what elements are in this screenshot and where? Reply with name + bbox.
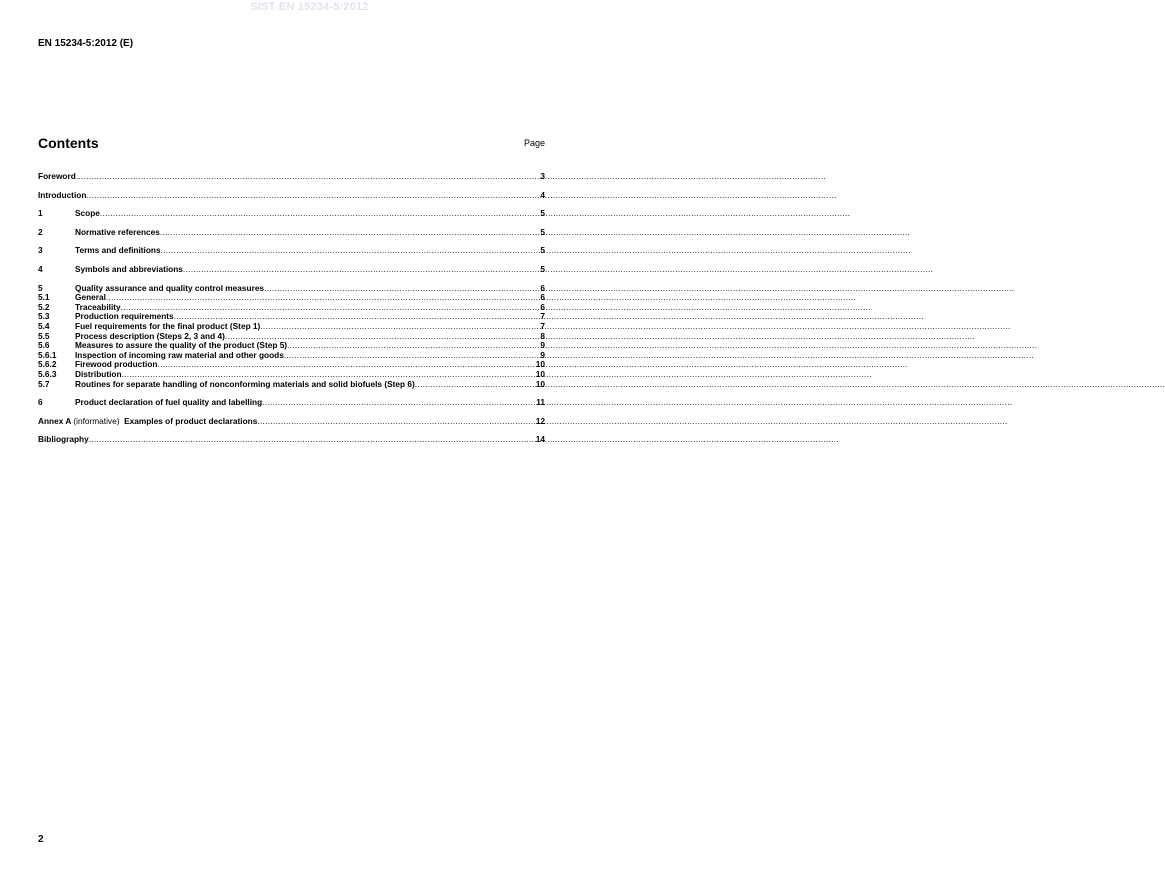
toc-entry-number: 5 — [38, 282, 43, 293]
contents-heading: Contents — [38, 135, 99, 151]
toc-entry-page: 10 — [535, 359, 545, 370]
toc-leader-dots — [262, 398, 536, 408]
toc-entry-page: 5 — [540, 208, 545, 219]
toc-entry-normative-references[interactable] — [38, 228, 545, 238]
toc-entry-title: Routines for separate handling of nonconforming materials and solid biofuels (Step 6) — [75, 378, 415, 389]
toc-leader-dots — [183, 265, 540, 275]
toc-entry-number: 5.7 — [38, 378, 50, 389]
toc-entry-number: 5.6.3 — [38, 368, 57, 379]
toc-entry-number: 5.6.2 — [38, 359, 57, 370]
toc-entry-title: Foreword — [38, 171, 76, 181]
toc-entry-symbols-abbreviations[interactable] — [38, 265, 545, 275]
toc-leader-dots — [415, 380, 536, 390]
toc-entry-title: Symbols and abbreviations — [75, 263, 183, 274]
toc-entry-number: 6 — [38, 397, 43, 408]
toc-entry-page: 7 — [540, 311, 545, 322]
toc-entry-page: 9 — [540, 340, 545, 351]
toc-entry-title: Inspection of incoming raw material and other goods — [75, 349, 284, 360]
page-column-label: Page — [523, 138, 545, 148]
toc-entry-title: General — [75, 292, 106, 303]
toc-entry-scope[interactable] — [38, 209, 545, 219]
toc-entry-number: 4 — [38, 263, 43, 274]
toc-entry-title: Production requirements — [75, 311, 174, 322]
toc-entry-number: 5.5 — [38, 330, 50, 341]
toc-entry-title: Traceability — [75, 301, 121, 312]
toc-leader-dots — [161, 246, 541, 256]
toc-entry-page: 6 — [540, 282, 545, 293]
toc-entry-page: 4 — [540, 189, 545, 200]
toc-entry-page: 11 — [536, 397, 545, 408]
toc-entry-introduction[interactable] — [38, 191, 545, 201]
toc-entry-number: 3 — [38, 245, 43, 256]
toc-entry-number: 5.2 — [38, 301, 50, 312]
toc-leader-dots — [86, 191, 540, 201]
toc-entry-number: 5.6.1 — [38, 349, 57, 360]
toc-entry-page: 12 — [535, 415, 545, 426]
toc-entry-title: Examples of product declarations — [124, 415, 258, 426]
toc-entry-page: 5 — [540, 245, 545, 256]
toc-entry-number: 5.6 — [38, 340, 50, 351]
toc-entry-number: 5.4 — [38, 320, 50, 331]
toc-entry-page: 10 — [535, 368, 545, 379]
toc-entry-number: 5.3 — [38, 311, 50, 322]
toc-entry-page: 14 — [535, 434, 545, 445]
toc-entry-annex-a[interactable] — [38, 417, 545, 427]
toc-entry-annex-label — [38, 417, 257, 427]
toc-entry-product-declaration[interactable] — [38, 398, 545, 408]
toc-entry-title: Process description (Steps 2, 3 and 4) — [75, 330, 225, 341]
toc-entry-title: Scope — [75, 208, 100, 219]
toc-entry-page: 6 — [540, 292, 545, 303]
toc-entry-title: Introduction — [38, 189, 87, 200]
toc-entry-title: Measures to assure the quality of the product (Step 5) — [75, 340, 288, 351]
toc-entry-title: Normative references — [75, 226, 160, 237]
toc-entry-title: Fuel requirements for the final product (Step 1) — [75, 320, 261, 331]
annex-prefix: Annex A — [38, 415, 72, 426]
toc-entry-title: Quality assurance and quality control measures — [75, 282, 265, 293]
toc-leader-dots — [257, 417, 535, 427]
toc-entry-page: 9 — [540, 349, 545, 360]
toc-entry-page: 5 — [540, 263, 545, 274]
toc-entry-page: 7 — [540, 320, 545, 331]
toc-entry-page: 5 — [540, 226, 545, 237]
toc-entry-page: 3 — [540, 171, 545, 181]
toc-leader-dots — [160, 228, 541, 238]
toc-entry-nonconforming-routines[interactable] — [38, 380, 545, 390]
toc-entry-foreword[interactable] — [38, 172, 545, 182]
toc-entry-title: Product declaration of fuel quality and labelling — [75, 397, 263, 408]
toc-entry-terms-definitions[interactable] — [38, 246, 545, 256]
watermark: SIST EN 15234-5:2012 — [250, 1, 369, 13]
toc-entry-bibliography[interactable] — [38, 435, 545, 445]
annex-note: (informative) — [73, 415, 120, 426]
toc-leader-dots — [89, 435, 536, 445]
toc-entry-number: 5.1 — [38, 292, 50, 303]
toc-entry-page: 6 — [540, 301, 545, 312]
toc-entry-title: Terms and definitions — [75, 245, 161, 256]
toc-entry-number: 1 — [38, 208, 43, 219]
toc-entry-page: 8 — [540, 330, 545, 341]
document-id: EN 15234-5:2012 (E) — [38, 38, 134, 49]
toc-entry-title: Firewood production — [75, 359, 158, 370]
table-of-contents — [38, 172, 545, 445]
page-number: 2 — [38, 834, 44, 845]
toc-leader-dots — [100, 209, 540, 219]
toc-leader-dots — [76, 172, 541, 182]
toc-entry-title: Distribution — [75, 368, 122, 379]
toc-entry-page: 10 — [535, 378, 545, 389]
toc-entry-number: 2 — [38, 226, 43, 237]
toc-entry-title: Bibliography — [38, 434, 89, 445]
